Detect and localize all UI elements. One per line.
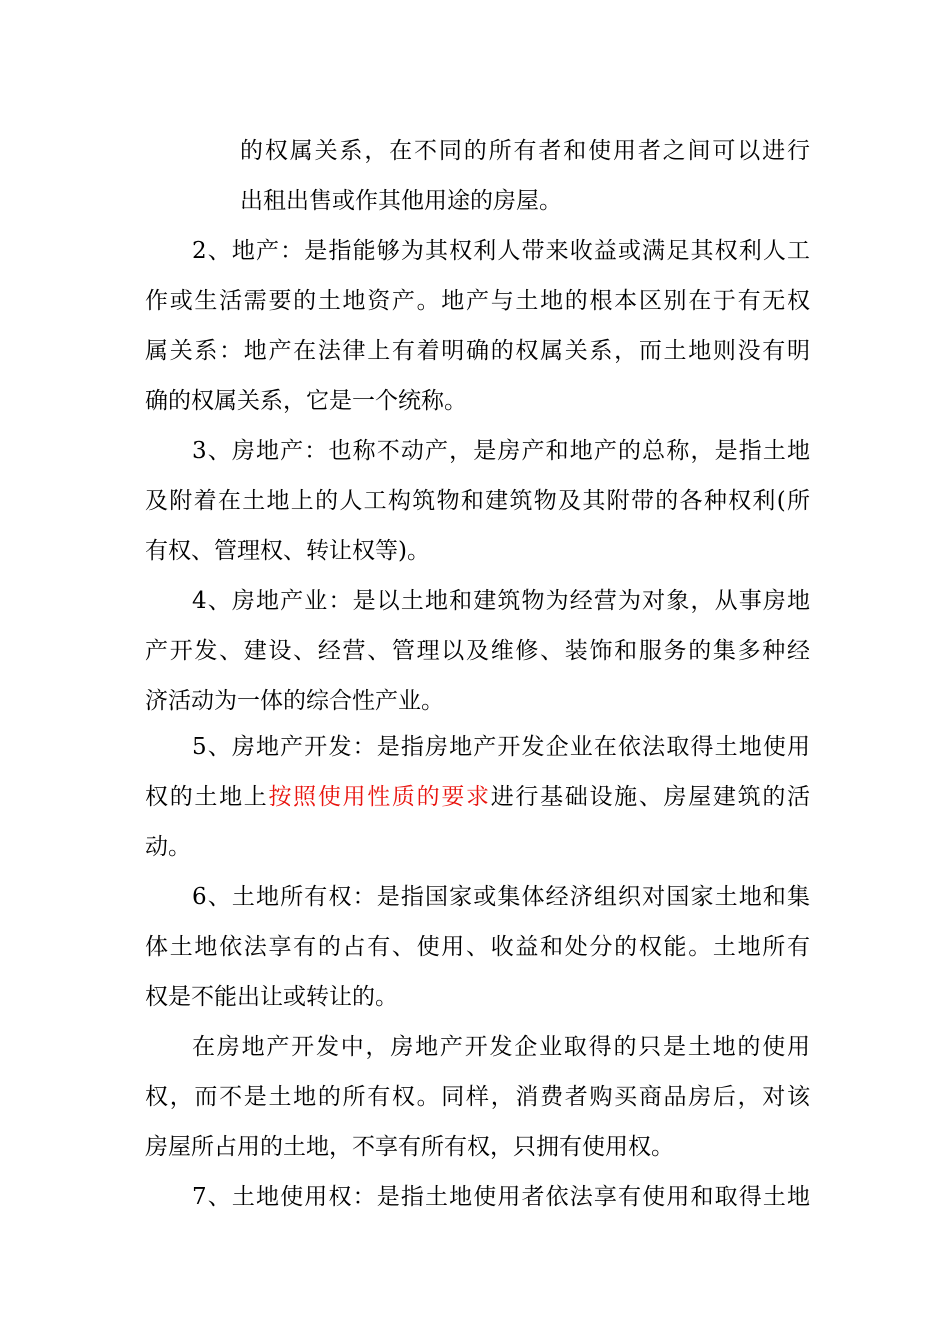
paragraph-4-line: 4、房地产业：是以土地和建筑物为经营为对象，从事房地 — [192, 588, 810, 614]
paragraph-4-line: 济活动为一体的综合性产业。 — [145, 688, 444, 714]
paragraph-3-line: 有权、管理权、转让权等)。 — [145, 538, 430, 564]
paragraph-2-line: 2、地产：是指能够为其权利人带来收益或满足其权利人工 — [192, 238, 810, 264]
text-line: 出租出售或作其他用途的房屋。 — [240, 188, 562, 214]
paragraph-8-line: 7、土地使用权：是指土地使用者依法享有使用和取得土地 — [192, 1184, 810, 1210]
paragraph-5-line: 动。 — [145, 834, 191, 860]
highlighted-text: 按照使用性质的要求 — [268, 784, 491, 810]
paragraph-6-line: 体土地依法享有的占有、使用、收益和处分的权能。土地所有 — [145, 934, 810, 960]
text-line: 的权属关系，在不同的所有者和使用者之间可以进行 — [240, 138, 810, 164]
paragraph-5-line — [145, 772, 810, 822]
paragraph-7-line: 权，而不是土地的所有权。同样，消费者购买商品房后，对该 — [145, 1084, 810, 1110]
text-segment: 权的土地上 — [145, 784, 269, 810]
paragraph-4-line: 产开发、建设、经营、管理以及维修、装饰和服务的集多种经 — [145, 638, 810, 664]
paragraph-6-line: 权是不能出让或转让的。 — [145, 984, 398, 1010]
text-segment: 进行基础设施、房屋建筑的活 — [490, 784, 810, 810]
paragraph-6-line: 6、土地所有权：是指国家或集体经济组织对国家土地和集 — [192, 884, 810, 910]
paragraph-3-line: 及附着在土地上的人工构筑物和建筑物及其附带的各种权利(所 — [145, 488, 810, 514]
paragraph-2-line: 确的权属关系，它是一个统称。 — [145, 388, 467, 414]
paragraph-7-line: 房屋所占用的土地，不享有所有权，只拥有使用权。 — [145, 1134, 674, 1160]
paragraph-5-line: 5、房地产开发：是指房地产开发企业在依法取得土地使用 — [192, 734, 810, 760]
paragraph-2-line: 作或生活需要的土地资产。地产与土地的根本区别在于有无权 — [145, 288, 810, 314]
paragraph-3-line: 3、房地产：也称不动产，是房产和地产的总称，是指土地 — [192, 438, 810, 464]
paragraph-7-line: 在房地产开发中，房地产开发企业取得的只是土地的使用 — [192, 1034, 810, 1060]
paragraph-2-line: 属关系：地产在法律上有着明确的权属关系，而土地则没有明 — [145, 338, 810, 364]
